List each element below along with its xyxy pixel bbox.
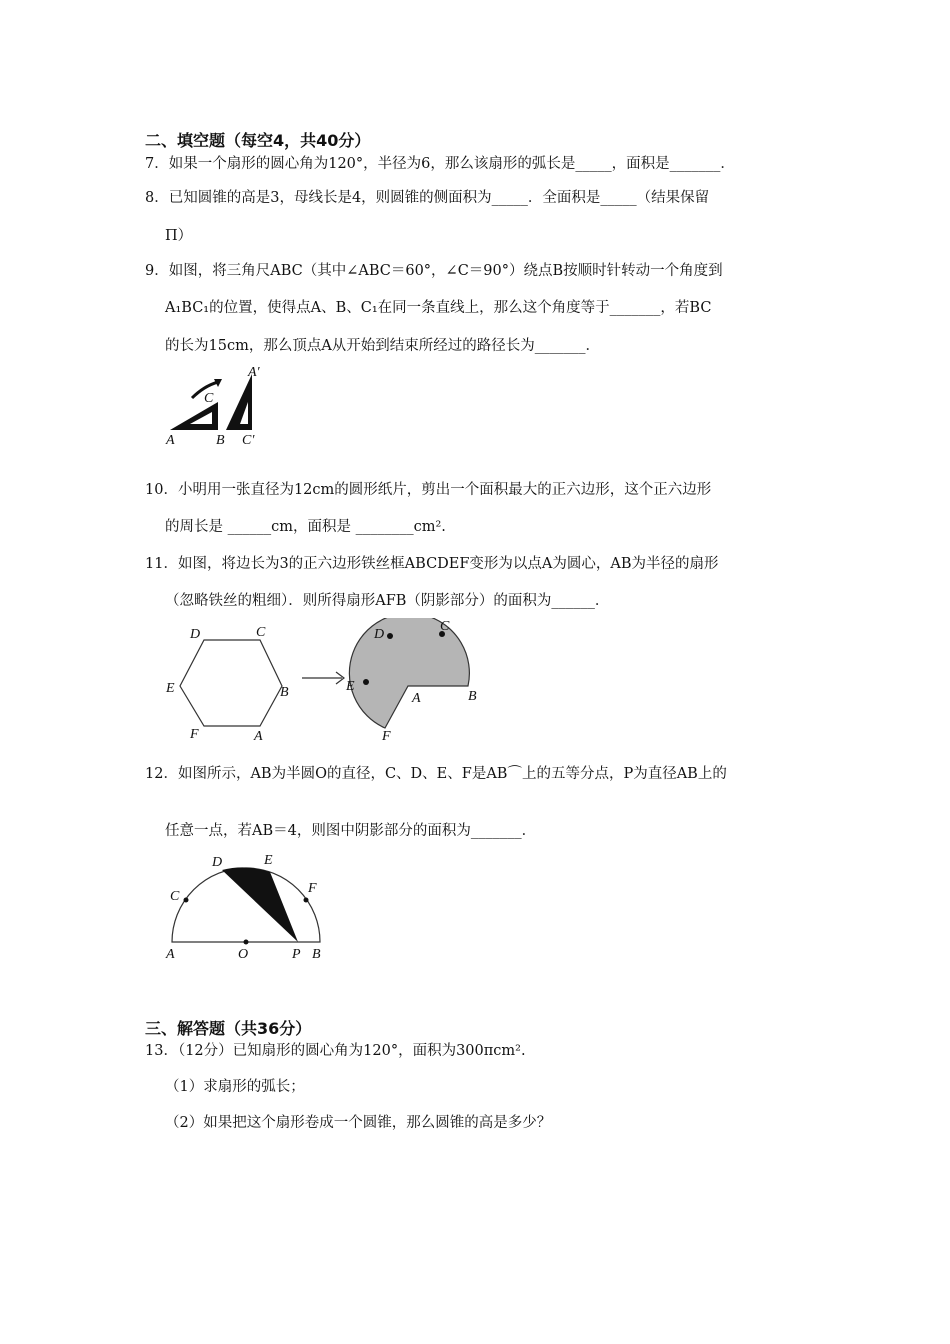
question-13-line-1: 13．（12分）已知扇形的圆心角为120°，面积为300πcm². — [145, 1043, 526, 1059]
hex-label-e: E — [166, 681, 175, 696]
question-11-line-2: （忽略铁丝的粗细）．则所得扇形AFB（阴影部分）的面积为______． — [165, 593, 610, 609]
sector-label-c: C — [440, 619, 450, 634]
question-12-figure — [160, 848, 330, 968]
hex-label-d: D — [190, 627, 201, 642]
question-8-line-2: Π） — [165, 228, 193, 244]
triangle-a1bc1 — [226, 374, 252, 430]
hex-label-f: F — [190, 727, 199, 742]
point-o — [244, 940, 249, 945]
label-d: D — [212, 855, 223, 870]
question-8-line-1: 8．已知圆锥的高是3，母线长是4，则圆锥的侧面积为_____．全面积是_____（结果保留 — [145, 190, 710, 206]
sector-label-a: A — [412, 691, 421, 706]
sector-label-b: B — [468, 689, 477, 704]
label-a: A — [166, 433, 175, 448]
point-f — [304, 898, 309, 903]
label-b: B — [216, 433, 225, 448]
point-c — [184, 898, 189, 903]
label-a-prime: A′ — [248, 365, 260, 380]
point-d — [387, 633, 393, 639]
question-13-part-1: （1）求扇形的弧长； — [165, 1079, 305, 1095]
question-10-line-2: 的周长是 ______cm，面积是 ________cm². — [165, 519, 446, 535]
question-9-line-1: 9．如图，将三角尺ABC（其中∠ABC＝60°，∠C＝90°）绕点B按顺时针转动一个角度到 — [145, 263, 723, 279]
question-11-figure — [160, 618, 490, 748]
label-b: B — [312, 947, 321, 962]
question-11-line-1: 11．如图，将边长为3的正六边形铁丝框ABCDEF变形为以点A为圆心，AB为半径的扇形 — [145, 556, 719, 572]
point-e — [363, 679, 369, 685]
question-13-part-2: （2）如果把这个扇形卷成一个圆锥，那么圆锥的高是多少？ — [165, 1115, 552, 1131]
question-7: 7．如果一个扇形的圆心角为120°，半径为6，那么该扇形的弧长是_____，面积是_______． — [145, 156, 735, 172]
section-3-title: 三、解答题（共36分） — [145, 1019, 312, 1038]
section-2-title: 二、填空题（每空4，共40分） — [145, 131, 371, 150]
question-9-figure — [160, 362, 270, 452]
sector-label-f: F — [382, 729, 391, 744]
label-f: F — [308, 881, 317, 896]
sector-afb — [349, 618, 469, 728]
hex-label-c: C — [256, 625, 266, 640]
label-a: A — [166, 947, 175, 962]
label-c: C — [170, 889, 180, 904]
hex-label-a: A — [254, 729, 263, 744]
question-9-line-2: A₁BC₁的位置，使得点A、B、C₁在同一条直线上，那么这个角度等于_______，若BC — [165, 300, 712, 316]
sector-label-e: E — [346, 679, 355, 694]
sector-label-d: D — [374, 627, 385, 642]
question-12-line-2: 任意一点，若AB＝4，则图中阴影部分的面积为_______． — [165, 823, 537, 839]
label-p: P — [292, 947, 301, 962]
hex-label-b: B — [280, 685, 289, 700]
shaded-region — [222, 867, 298, 942]
label-c: C — [204, 391, 214, 406]
label-o: O — [238, 947, 249, 962]
question-9-line-3: 的长为15cm，那么顶点A从开始到结束所经过的路径长为_______． — [165, 338, 601, 354]
hexagon-abcdef — [180, 640, 282, 726]
question-10-line-1: 10．小明用一张直径为12cm的圆形纸片，剪出一个面积最大的正六边形，这个正六边形 — [145, 482, 712, 498]
label-c-prime: C′ — [242, 433, 255, 448]
label-e: E — [264, 853, 273, 868]
question-12-line-1: 12．如图所示，AB为半圆O的直径，C、D、E、F是AB⌒上的五等分点，P为直径AB上的 — [145, 766, 727, 782]
